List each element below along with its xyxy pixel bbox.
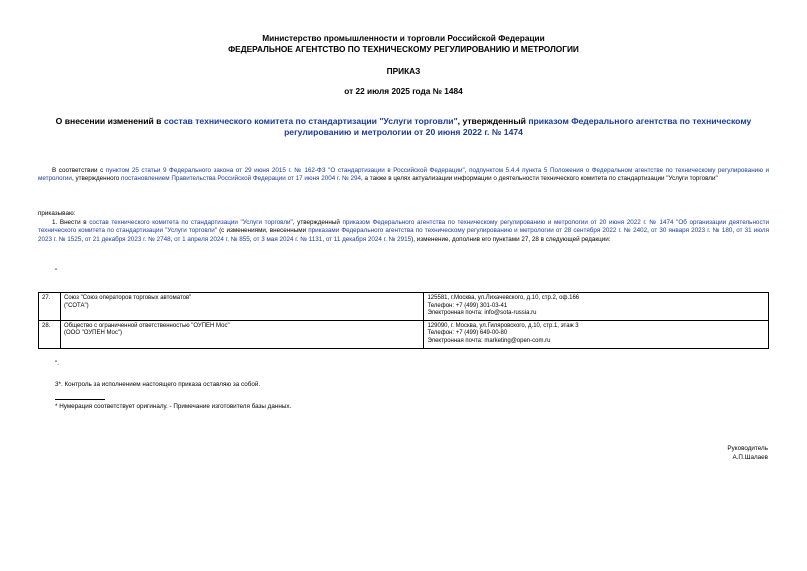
table-row bbox=[39, 293, 769, 321]
item1-text: ), изменение, дополнив его пунктами 27, 28 в следующей редакции: bbox=[411, 235, 611, 243]
org-cell bbox=[60, 293, 423, 321]
quote-open: " bbox=[55, 268, 58, 275]
title-text: , утвержденный bbox=[457, 116, 529, 126]
title-text: О внесении изменений в bbox=[55, 116, 164, 126]
doc-type: ПРИКАЗ bbox=[386, 66, 421, 76]
org-name: Общество с ограниченной ответственностью "ОУПЕН Мос" bbox=[63, 322, 230, 329]
row-number: 27. bbox=[39, 293, 61, 321]
preamble-link-resolution[interactable]: постановлением Правительства Российской Федерации от 17 июня 2004 г. № 294 bbox=[121, 175, 361, 183]
item1-text: , bbox=[647, 227, 652, 235]
item1-text: , bbox=[322, 235, 326, 243]
item1-text: 1. Внести в bbox=[52, 219, 90, 226]
org-abbr: ("СОТА") bbox=[63, 302, 89, 309]
preamble-paragraph bbox=[38, 167, 769, 184]
signature-role: Руководитель bbox=[727, 445, 768, 452]
signature-name: А.П.Шалаев bbox=[732, 454, 768, 461]
org-address: 125581, г.Москва, ул.Лихачевского, д.10, стр.2, оф.166 bbox=[427, 295, 580, 301]
item1-link-committee[interactable]: состав технического комитета по стандартизации "Услуги торговли" bbox=[89, 219, 293, 226]
item1-link-order-1474[interactable]: приказом Федерального агентства по техническому регулированию и метрологии от 20 июня 2022 г. № 1474 "Об организации деятельности технического комитета по стандартизации "Услуги торговли" bbox=[38, 219, 769, 235]
preamble-text: , а также в целях актуализации информации о деятельности технического комитета по стандартизации "Услуги торговли" bbox=[361, 175, 718, 183]
preamble-text: В соответствии с bbox=[52, 167, 106, 174]
item1-text: , bbox=[249, 235, 254, 243]
org-abbr: (ООО "ОУПЕН Мос") bbox=[63, 330, 122, 337]
org-phone: Телефон: +7 (499) 649-00-80 bbox=[427, 330, 508, 337]
org-phone: Телефон: +7 (499) 301-03-41 bbox=[427, 302, 508, 309]
org-address: 129090, г. Москва, ул.Гиляровского, д.10, стр.1, этаж 3 bbox=[427, 322, 579, 329]
item1-text: , bbox=[170, 235, 175, 243]
item-1-paragraph bbox=[38, 219, 769, 244]
item1-link-order-2748[interactable]: от 21 декабря 2023 г. № 2748 bbox=[84, 235, 171, 243]
quote-close: ". bbox=[55, 360, 59, 367]
committee-members-table bbox=[38, 292, 769, 349]
preamble-link-law[interactable]: пунктом 25 статьи 9 Федерального закона от 29 июня 2015 г. № 162-ФЗ "О стандартизации в Российской Федерации" bbox=[105, 167, 465, 174]
row-number: 28. bbox=[39, 320, 61, 348]
doc-date-number: от 22 июля 2025 года № 1484 bbox=[344, 86, 463, 96]
org-cell bbox=[60, 320, 423, 348]
item1-text: , bbox=[732, 227, 737, 235]
org-email: Электронная почта: info@sota-russia.ru bbox=[427, 310, 537, 317]
item1-link-order-2915[interactable]: от 11 декабря 2024 г. № 2915 bbox=[325, 235, 412, 243]
org-name: Союз "Союз операторов торговых автоматов" bbox=[63, 295, 192, 301]
preamble-link-regulation[interactable]: подпунктом 5.4.4 пункта 5 Положения о Федеральном агентстве по техническому регулированию и метрологии bbox=[38, 167, 769, 183]
ministry-heading: Министерство промышленности и торговли Российской Федерации bbox=[262, 33, 545, 43]
title-link-order[interactable]: приказом Федерального агентства по техническому регулированию и метрологии от 20 июня 2022 г. № 1474 bbox=[284, 116, 752, 137]
title-link-committee[interactable]: состав технического комитета по стандартизации "Услуги торговли" bbox=[163, 116, 458, 126]
item1-text: (с изменениями, внесенными bbox=[216, 227, 309, 235]
table-row bbox=[39, 320, 769, 348]
item1-text: , bbox=[81, 235, 85, 243]
agency-heading: ФЕДЕРАЛЬНОЕ АГЕНТСТВО ПО ТЕХНИЧЕСКОМУ РЕГУЛИРОВАНИЮ И МЕТРОЛОГИИ bbox=[228, 44, 579, 54]
item1-link-order-855[interactable]: от 1 апреля 2024 г. № 855 bbox=[174, 235, 250, 243]
order-word: приказываю: bbox=[38, 210, 76, 217]
footnote: * Нумерация соответствует оригиналу. - Примечание изготовителя базы данных. bbox=[55, 403, 292, 410]
item1-text: , утвержденный bbox=[292, 219, 343, 226]
footnote-divider bbox=[55, 399, 105, 400]
contact-cell bbox=[424, 320, 769, 348]
preamble-text: , bbox=[464, 167, 470, 174]
item1-link-order-180[interactable]: от 30 января 2023 г. № 180 bbox=[651, 227, 733, 235]
item-3-paragraph: 3*. Контроль за исполнением настоящего приказа оставляю за собой. bbox=[55, 381, 261, 388]
item1-link-order-1131[interactable]: от 3 мая 2024 г. № 1131 bbox=[253, 235, 323, 243]
doc-title bbox=[40, 116, 767, 138]
item1-link-order-2402[interactable]: приказами Федерального агентства по техническому регулированию и метрологии от 28 сентября 2022 г. № 2402 bbox=[308, 227, 648, 235]
preamble-text: , утвержденного bbox=[71, 175, 122, 183]
item1-link-order-1525[interactable]: от 31 июля 2023 г. № 1525 bbox=[38, 227, 769, 243]
org-email: Электронная почта: marketing@open-com.ru bbox=[427, 337, 551, 344]
contact-cell bbox=[424, 293, 769, 321]
